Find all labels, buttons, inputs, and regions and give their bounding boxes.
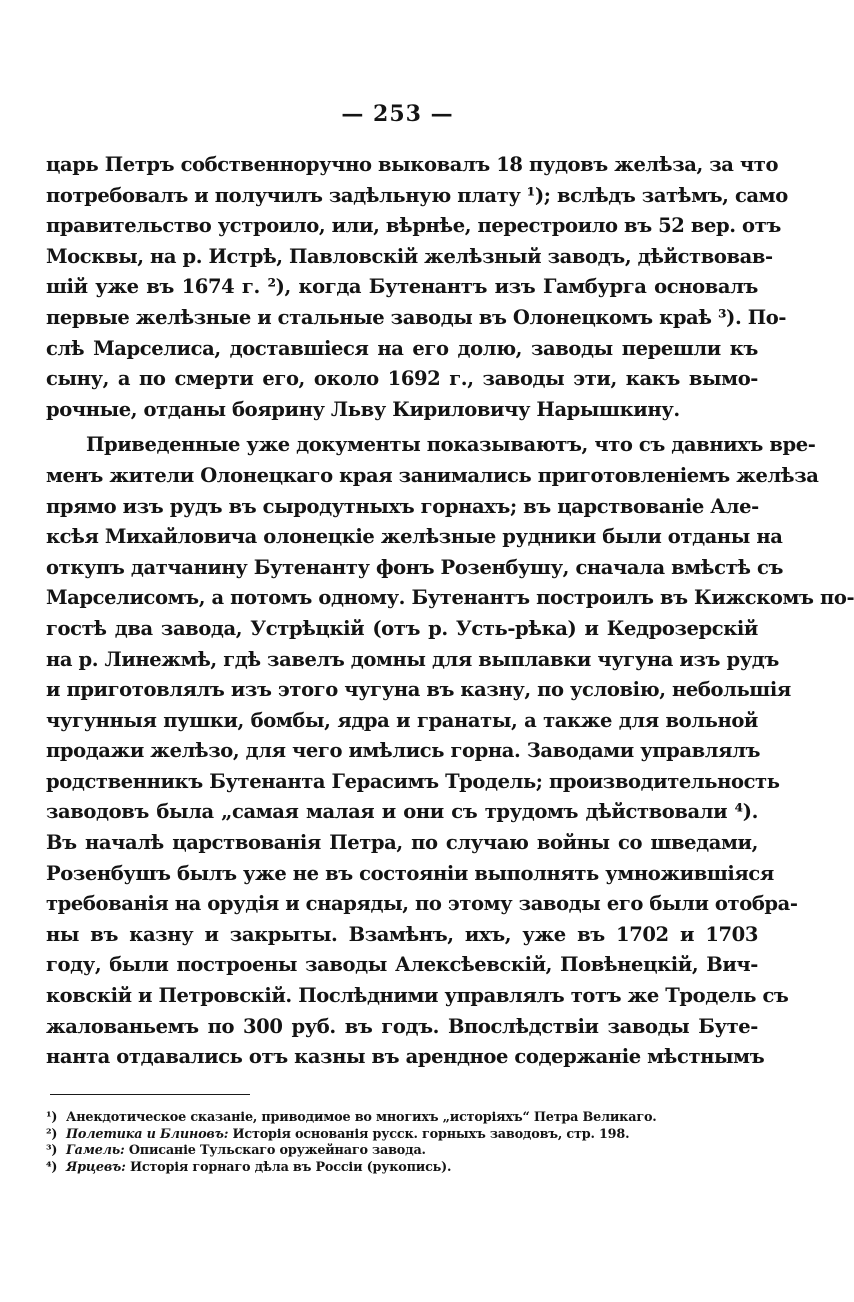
text-line: ны въ казну и закрыты. Взамѣнъ, ихъ, уже въ 1702 и 1703 — [46, 922, 758, 946]
text-line: жалованьемъ по 300 руб. въ годъ. Впослѣдствіи заводы Буте- — [46, 1014, 758, 1038]
text-line: ксѣя Михайловича олонецкіе желѣзные рудники были отданы на — [46, 525, 783, 549]
text-line: сыну, а по смерти его, около 1692 г., заводы эти, какъ вымо- — [46, 367, 758, 391]
text-line: первые желѣзные и стальные заводы въ Олонецкомъ краѣ ³). По- — [46, 305, 787, 329]
footnote-author: Гамель: — [66, 1143, 125, 1158]
text-line: менъ жители Олонецкаго края занимались приготовленіемъ желѣза — [46, 463, 819, 487]
text-line: продажи желѣзо, для чего имѣлись горна. Заводами управлялъ — [46, 739, 761, 763]
footnote-4 — [46, 1160, 758, 1177]
text-line: требованія на орудія и снаряды, по этому заводы его были отобра- — [46, 892, 798, 916]
footnote-marker: ³) — [46, 1143, 58, 1158]
footnote-3 — [46, 1143, 758, 1160]
footnote-marker: ⁴) — [46, 1159, 58, 1175]
text-line: Марселисомъ, а потомъ одному. Бутенантъ построилъ въ Кижскомъ по- — [46, 586, 854, 610]
text-line: правительство устроило, или, вѣрнѣе, перестроило въ 52 вер. отъ — [46, 214, 781, 238]
footnote-author: Полетика и Блиновъ: — [66, 1126, 229, 1142]
text-line: на р. Линежмѣ, гдѣ завелъ домны для выплавки чугуна изъ рудъ — [46, 647, 779, 671]
footnote-divider — [50, 1094, 250, 1095]
footnote-author: Ярцевъ: — [66, 1159, 126, 1175]
footnotes — [46, 1110, 758, 1176]
text-line: слѣ Марселиса, доставшіеся на его долю, заводы перешли къ — [46, 336, 758, 360]
footnote-text: Исторія горнаго дѣла въ Россіи (рукопись). — [125, 1159, 452, 1175]
footnote-text: Исторія основанія русск. горныхъ заводовъ, стр. 198. — [228, 1126, 630, 1142]
text-line: родственникъ Бутенанта Герасимъ Тродель; производительность — [46, 769, 780, 793]
footnote-marker: ¹) — [46, 1110, 58, 1125]
text-line: году, были построены заводы Алексѣевскій, Повѣнецкій, Вич- — [46, 953, 758, 977]
text-line: царь Петръ собственноручно выковалъ 18 пудовъ желѣза, за что — [46, 153, 779, 176]
footnote-marker: ²) — [46, 1126, 58, 1142]
text-line-paragraph-end: рочные, отданы боярину Льву Кириловичу Нарышкину. — [46, 397, 680, 421]
text-line: откупъ датчанину Бутенанту фонъ Розенбушу, сначала вмѣстѣ съ — [46, 555, 784, 579]
text-line: Розенбушъ былъ уже не въ состояніи выполнять умножившіяся — [46, 861, 774, 885]
text-line: прямо изъ рудъ въ сыродутныхъ горнахъ; въ царствованіе Але- — [46, 494, 759, 518]
text-line: чугунныя пушки, бомбы, ядра и гранаты, а также для вольной — [46, 708, 758, 732]
text-line: гостѣ два завода, Устрѣцкій (отъ р. Усть-рѣка) и Кедрозерскій — [46, 616, 758, 640]
footnote-2 — [46, 1127, 758, 1144]
text-line: нанта отдавались отъ казны въ арендное содержаніе мѣстнымъ — [46, 1045, 765, 1069]
text-line: шій уже въ 1674 г. ²), когда Бутенантъ изъ Гамбурга основалъ — [46, 275, 758, 299]
footnote-text: Анекдотическое сказаніе, приводимое во многихъ „исторіяхъ“ Петра Великаго. — [66, 1110, 657, 1125]
text-line: ковскій и Петровскій. Послѣдними управлялъ тотъ же Тродель съ — [46, 984, 789, 1008]
text-line: и приготовлялъ изъ этого чугуна въ казну, по условію, небольшія — [46, 678, 791, 702]
page-number: — 253 — — [341, 101, 454, 127]
text-line: Въ началѣ царствованія Петра, по случаю войны со шведами, — [46, 831, 758, 855]
text-line: потребовалъ и получилъ задѣльную плату ¹); вслѣдъ затѣмъ, само — [46, 183, 788, 207]
main-text — [46, 150, 854, 1073]
footnote-text: Описаніе Тульскаго оружейнаго завода. — [124, 1143, 426, 1158]
text-line: Москвы, на р. Истрѣ, Павловскій желѣзный заводъ, дѣйствовав- — [46, 244, 773, 268]
text-line-paragraph-start: Приведенные уже документы показываютъ, что съ давнихъ вре- — [86, 433, 816, 457]
footnote-1 — [46, 1110, 758, 1127]
text-line: заводовъ была „самая малая и они съ трудомъ дѣйствовали ⁴). — [46, 800, 758, 824]
